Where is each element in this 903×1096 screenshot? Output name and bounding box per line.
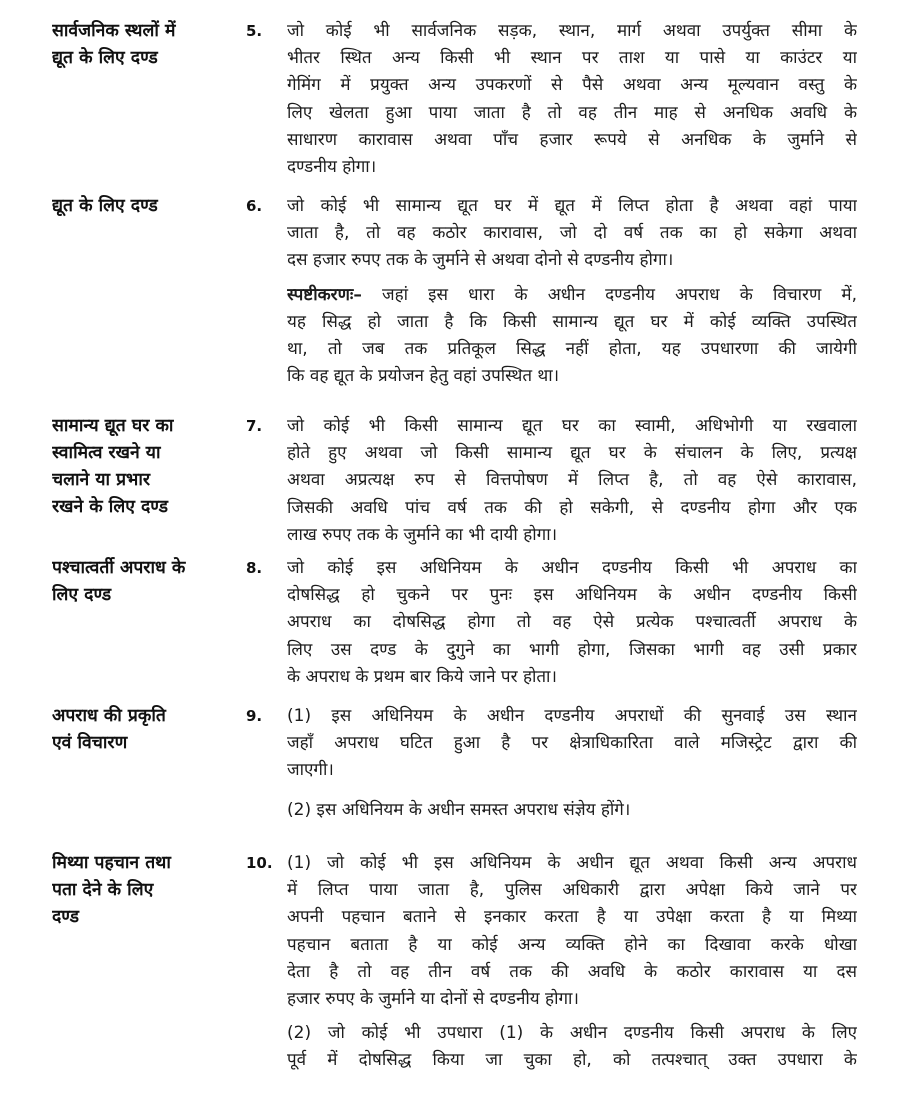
paragraph <box>287 555 857 691</box>
section-body <box>287 703 857 831</box>
section-heading <box>52 850 230 931</box>
section-number: 5. <box>246 22 263 40</box>
heading-line: सामान्य द्यूत घर का <box>52 416 174 436</box>
text-line: जो कोई इस अधिनियम के अधीन दण्डनीय किसी भी अपराध का <box>287 558 857 578</box>
heading-line: पश्चात्वर्ती अपराध के <box>52 558 186 578</box>
text-line: था, तो जब तक प्रतिकूल सिद्ध नहीं होता, यह उपधारणा की जायेगी <box>287 339 857 360</box>
text-line: जो कोई भी किसी सामान्य द्यूत घर का स्वामी, अधिभोगी या रखवाला <box>287 416 857 436</box>
text-line: हजार रुपए के जुर्माने या दोनों से दण्डनीय होगा। <box>287 989 579 1010</box>
section-body <box>287 413 857 556</box>
heading-line: मिथ्या पहचान तथा <box>52 853 171 873</box>
section-body <box>287 555 857 698</box>
heading-line: पता देने के लिए <box>52 880 154 900</box>
text-line: (2) जो कोई भी उपधारा (1) के अधीन दण्डनीय किसी अपराध के लिए <box>287 1023 857 1044</box>
heading-line: स्वामित्व रखने या <box>52 443 161 463</box>
text-line: साधारण कारावास अथवा पाँच हजार रूपये से अनधिक के जुर्माने से <box>287 129 857 150</box>
explanation <box>287 282 857 391</box>
section-body <box>287 193 857 397</box>
text-line: देता है तो वह तीन वर्ष तक की अवधि के कठोर कारावास या दस <box>287 961 857 982</box>
explanation-text: जहां इस धारा के अधीन दण्डनीय अपराध के विचारण में, <box>361 284 857 305</box>
text-line: अथवा अप्रत्यक्ष रुप से वित्तपोषण में लिप्त है, तो वह ऐसे कारावास, <box>287 470 857 491</box>
text-line: भीतर स्थित अन्य किसी भी स्थान पर ताश या पासे या काउंटर या <box>287 48 857 69</box>
text-line: (2) इस अधिनियम के अधीन समस्त अपराध संज्ञेय होंगे। <box>287 799 631 820</box>
explanation-label: स्पष्टीकरणः– <box>287 284 362 305</box>
section-heading <box>52 703 230 757</box>
heading-line: चलाने या प्रभार <box>52 470 151 490</box>
text-line: जो कोई भी सार्वजनिक सड़क, स्थान, मार्ग अथवा उपर्युक्त सीमा के <box>287 21 857 41</box>
text-line: पूर्व में दोषसिद्ध किया जा चुका हो, को तत्पश्चात् उक्त उपधारा के <box>287 1050 857 1071</box>
text-line: पहचान बताता है या कोई अन्य व्यक्ति होने का दिखावा करके धोखा <box>287 934 857 955</box>
paragraph <box>287 703 857 785</box>
paragraph <box>287 193 857 275</box>
text-line: दस हजार रुपए तक के जुर्माने से अथवा दोनो से दण्डनीय होगा। <box>287 250 674 271</box>
text-line: जाएगी। <box>287 760 334 781</box>
text-line: जिसकी अवधि पांच वर्ष तक की हो सकेगी, से दण्डनीय होगा और एक <box>287 497 857 518</box>
section-heading <box>52 413 230 521</box>
text-line: के अपराध के प्रथम बार किये जाने पर होता। <box>287 666 557 687</box>
text-line: में लिप्त पाया जाता है, पुलिस अधिकारी द्वारा अपेक्षा किये जाने पर <box>287 880 857 901</box>
paragraph <box>287 1020 857 1074</box>
text-line: (1) जो कोई भी इस अधिनियम के अधीन द्यूत अथवा किसी अन्य अपराध <box>287 853 857 873</box>
section-number: 9. <box>246 707 263 725</box>
heading-line: अपराध की प्रकृति <box>52 706 166 726</box>
heading-line: लिए दण्ड <box>52 585 112 605</box>
text-line: होते हुए अथवा जो किसी सामान्य द्यूत घर के संचालन के लिए, प्रत्यक्ष <box>287 443 857 464</box>
heading-line: द्यूत के लिए दण्ड <box>52 196 158 216</box>
text-line: अपराध का दोषसिद्ध होगा तो वह ऐसे प्रत्येक पश्चात्वर्ती अपराध के <box>287 612 857 633</box>
section-heading <box>52 555 230 609</box>
heading-line: रखने के लिए दण्ड <box>52 497 168 517</box>
text-line: लाख रुपए तक के जुर्माने का भी दायी होगा। <box>287 524 558 545</box>
paragraph <box>287 850 857 1013</box>
section-body <box>287 850 857 1082</box>
text-line: दण्डनीय होगा। <box>287 157 377 178</box>
text-line: कि वह द्यूत के प्रयोजन हेतु वहां उपस्थित था। <box>287 366 560 387</box>
section-heading <box>52 18 230 72</box>
heading-line: दण्ड <box>52 907 79 927</box>
text-line: जहाँ अपराध घटित हुआ है पर क्षेत्राधिकारिता वाले मजिस्ट्रेट द्वारा की <box>287 733 857 754</box>
paragraph <box>287 797 857 824</box>
paragraph <box>287 413 857 549</box>
heading-line: सार्वजनिक स्थलों में <box>52 21 176 41</box>
text-line: गेमिंग में प्रयुक्त अन्य उपकरणों से पैसे अथवा अन्य मूल्यवान वस्तु के <box>287 75 857 96</box>
section-heading <box>52 193 230 220</box>
text-line: लिए उस दण्ड के दुगुने का भागी होगा, जिसका भागी वह उसी प्रकार <box>287 639 857 660</box>
section-number: 7. <box>246 417 263 435</box>
text-line: लिए खेलता हुआ पाया जाता है तो वह तीन माह से अनधिक अवधि के <box>287 102 857 123</box>
text-line: जाता है, तो वह कठोर कारावास, जो दो वर्ष तक का हो सकेगा अथवा <box>287 223 857 244</box>
section-number: 8. <box>246 559 263 577</box>
paragraph <box>287 18 857 181</box>
text-line: जो कोई भी सामान्य द्यूत घर में द्यूत में लिप्त होता है अथवा वहां पाया <box>287 196 857 216</box>
section-number: 10. <box>246 854 273 872</box>
heading-line: एवं विचारण <box>52 733 128 753</box>
section-number: 6. <box>246 197 263 215</box>
text-line: यह सिद्ध हो जाता है कि किसी सामान्य द्यूत घर में कोई व्यक्ति उपस्थित <box>287 311 857 332</box>
text-line: अपनी पहचान बताने से इनकार करता है या उपेक्षा करता है या मिथ्या <box>287 907 857 928</box>
text-line <box>287 282 857 309</box>
text-line: दोषसिद्ध हो चुकने पर पुनः इस अधिनियम के अधीन दण्डनीय किसी <box>287 585 857 606</box>
section-body <box>287 18 857 188</box>
heading-line: द्यूत के लिए दण्ड <box>52 48 158 68</box>
text-line: (1) इस अधिनियम के अधीन दण्डनीय अपराधों की सुनवाई उस स्थान <box>287 706 857 726</box>
